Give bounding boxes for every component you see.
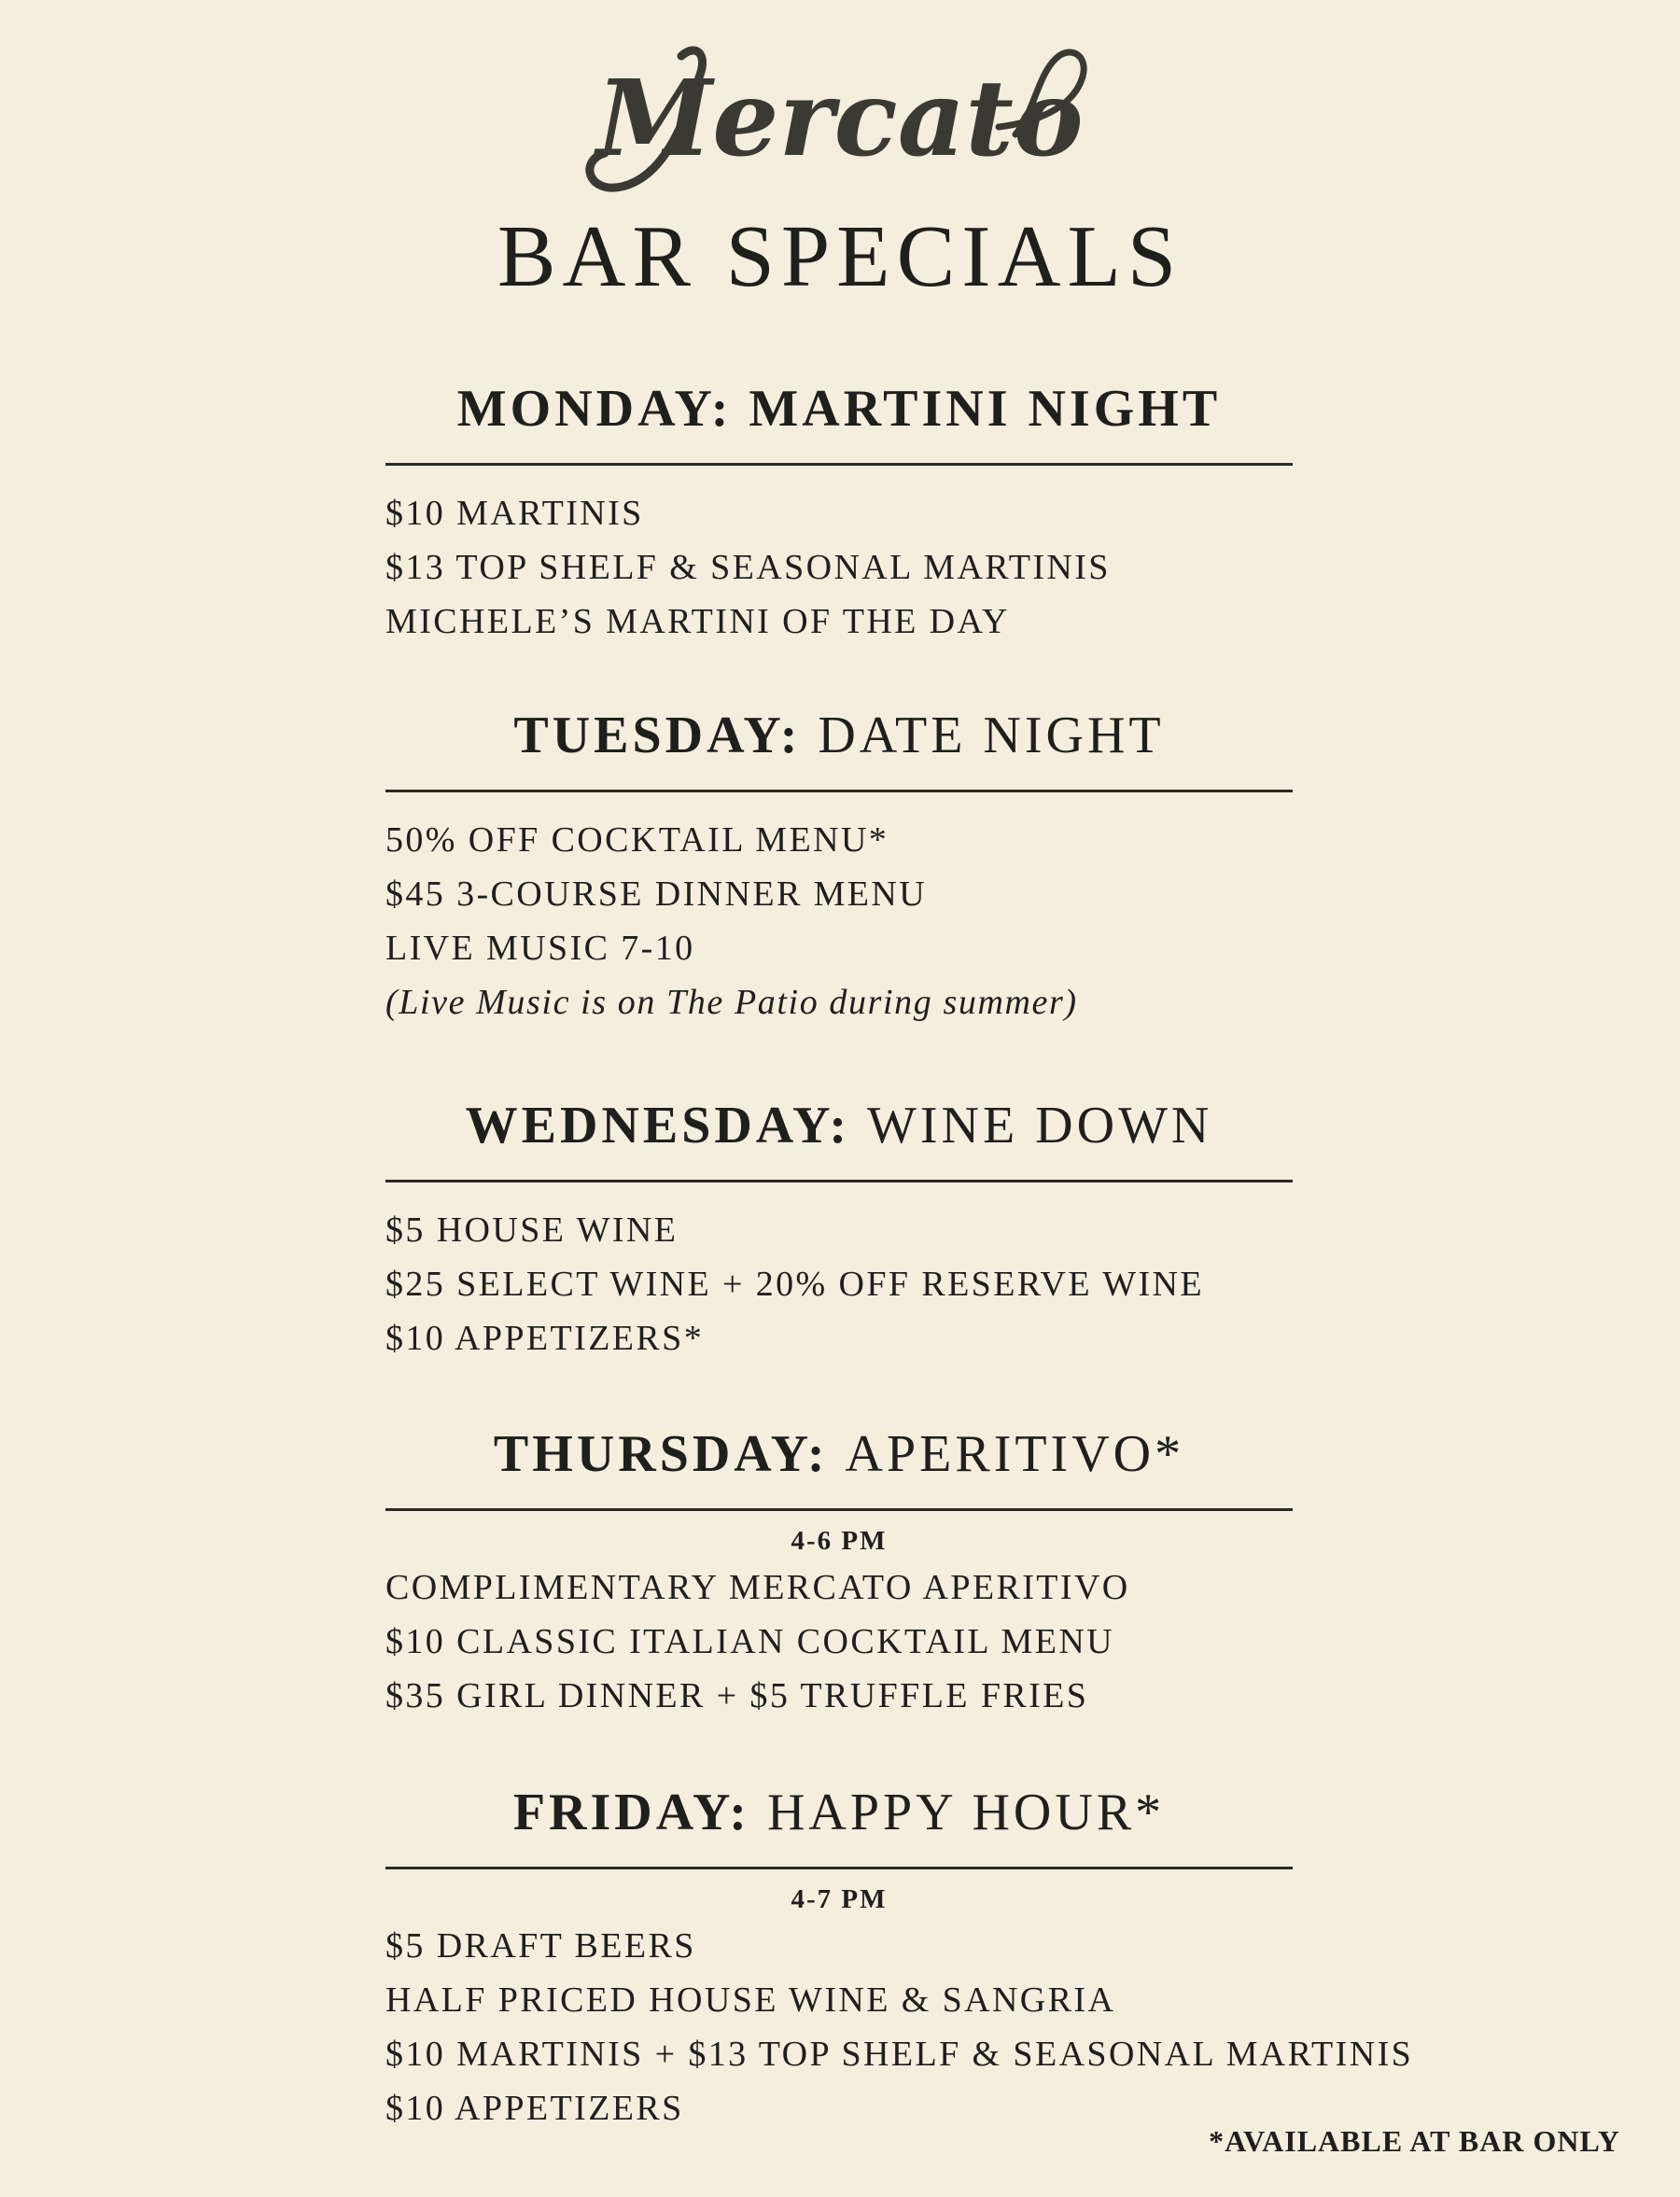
special-item: $10 MARTINIS + $13 TOP SHELF & SEASONAL MARTINIS	[385, 2035, 1414, 2074]
special-list	[385, 1919, 1414, 2135]
mercato-logo	[560, 37, 1120, 205]
special-item: COMPLIMENTARY MERCATO APERITIVO	[385, 1568, 1130, 1607]
theme-label: HAPPY HOUR*	[766, 1784, 1166, 1841]
hours-label: 4-6 PM	[791, 1526, 888, 1556]
page-title: BAR SPECIALS	[497, 208, 1183, 305]
footnote: *AVAILABLE AT BAR ONLY	[1209, 2124, 1620, 2158]
day-label: WEDNESDAY:	[465, 1097, 851, 1154]
special-list	[385, 1203, 1293, 1365]
special-item: $10 MARTINIS	[385, 494, 644, 533]
special-item: $10 APPETIZERS*	[385, 1319, 705, 1358]
special-list	[385, 486, 1293, 649]
theme-label: DATE NIGHT	[818, 707, 1165, 764]
section-heading	[385, 1786, 1293, 1869]
special-item: HALF PRICED HOUSE WINE & SANGRIA	[385, 1980, 1116, 2020]
special-item: 50% OFF COCKTAIL MENU*	[385, 820, 889, 860]
special-list	[385, 1560, 1293, 1723]
special-list	[385, 813, 1293, 1029]
special-item: $13 TOP SHELF & SEASONAL MARTINIS	[385, 548, 1111, 587]
special-item: $10 CLASSIC ITALIAN COCKTAIL MENU	[385, 1622, 1115, 1661]
special-item: MICHELE’S MARTINI OF THE DAY	[385, 602, 1010, 641]
theme-label: WINE DOWN	[867, 1097, 1213, 1154]
special-item: $25 SELECT WINE + 20% OFF RESERVE WINE	[385, 1265, 1204, 1304]
section-wednesday	[385, 1099, 1293, 1365]
section-heading	[385, 1425, 1293, 1511]
special-item: $35 GIRL DINNER + $5 TRUFFLE FRIES	[385, 1676, 1089, 1715]
section-heading	[385, 1099, 1293, 1182]
special-item: $10 APPETIZERS	[385, 2089, 684, 2128]
theme-label: MARTINI NIGHT	[749, 380, 1222, 438]
day-label: THURSDAY:	[493, 1425, 829, 1483]
special-item: LIVE MUSIC 7-10	[385, 929, 695, 968]
day-label: FRIDAY:	[512, 1784, 750, 1841]
theme-label: APERITIVO*	[845, 1425, 1185, 1483]
section-tuesday	[385, 709, 1293, 1029]
special-note: (Live Music is on The Patio during summer)	[385, 983, 1078, 1022]
section-heading	[385, 709, 1293, 792]
special-item: $45 3-COURSE DINNER MENU	[385, 875, 928, 914]
special-item: $5 DRAFT BEERS	[385, 1926, 696, 1966]
section-monday	[385, 380, 1293, 649]
hours-label: 4-7 PM	[791, 1884, 888, 1914]
day-label: MONDAY:	[456, 380, 733, 438]
day-label: TUESDAY:	[513, 707, 802, 764]
special-item: $5 HOUSE WINE	[385, 1210, 679, 1250]
section-friday	[385, 1784, 1414, 2135]
logo-text: Mercato	[596, 58, 1084, 180]
section-heading	[385, 380, 1293, 466]
section-thursday	[385, 1425, 1293, 1723]
